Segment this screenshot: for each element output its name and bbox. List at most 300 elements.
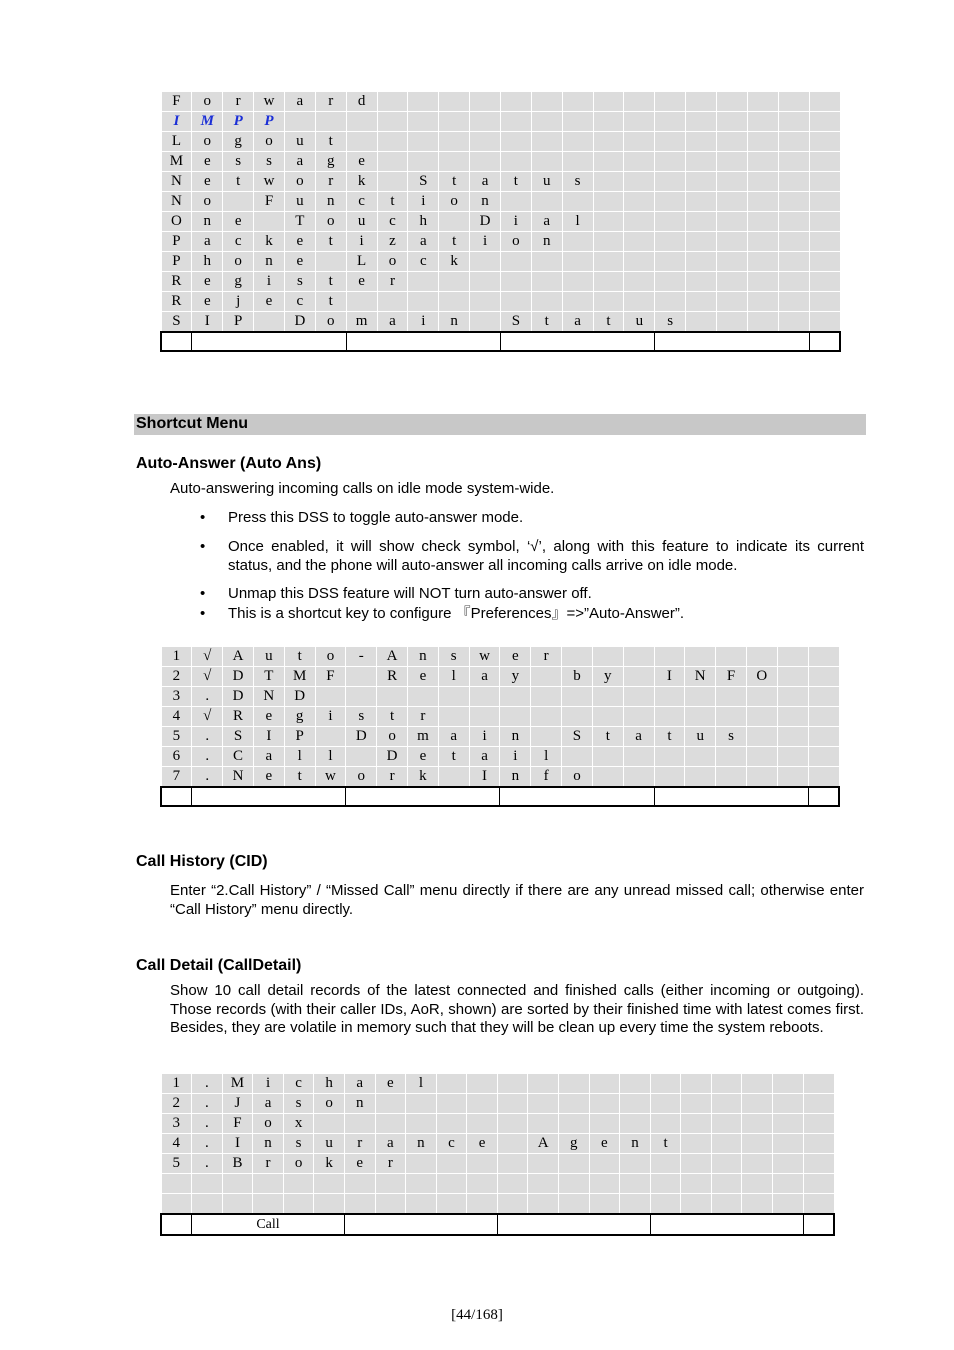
grid-cell: n xyxy=(253,1134,284,1154)
call-detail-heading: Call Detail (CallDetail) xyxy=(136,957,302,974)
section-title: Shortcut Menu xyxy=(136,415,248,432)
grid-cell: t xyxy=(315,232,346,252)
grid-cell: a xyxy=(375,1134,406,1154)
grid-cell: o xyxy=(284,172,315,192)
grid-cell xyxy=(314,1194,345,1215)
grid-cell: R xyxy=(377,667,408,687)
grid-cell xyxy=(711,1114,742,1134)
grid-cell: r xyxy=(408,707,439,727)
grid-cell xyxy=(222,1174,253,1194)
grid-cell xyxy=(809,212,840,232)
grid-cell: n xyxy=(408,647,439,667)
softkey-5[interactable] xyxy=(654,787,808,806)
grid-cell xyxy=(375,1174,406,1194)
grid-cell xyxy=(747,312,778,333)
grid-cell xyxy=(593,92,624,112)
grid-cell xyxy=(408,92,439,112)
grid-cell: l xyxy=(562,212,593,232)
grid-cell xyxy=(531,272,562,292)
softkey-4[interactable] xyxy=(497,1214,650,1235)
grid-row xyxy=(161,212,840,232)
grid-cell: 3 xyxy=(161,1114,192,1134)
grid-cell xyxy=(711,1134,742,1154)
grid-cell: w xyxy=(254,172,285,192)
grid-cell xyxy=(686,312,717,333)
grid-cell xyxy=(624,292,655,312)
grid-row xyxy=(161,1074,834,1094)
grid-cell xyxy=(685,687,716,707)
grid-cell xyxy=(777,747,808,767)
auto-answer-bullet-2 xyxy=(200,538,864,575)
grid-cell: l xyxy=(531,747,562,767)
grid-cell xyxy=(593,192,624,212)
softkey-2[interactable] xyxy=(192,787,346,806)
softkey-6[interactable] xyxy=(808,787,839,806)
grid-cell xyxy=(467,1074,498,1094)
grid-row xyxy=(161,747,839,767)
grid-cell: e xyxy=(500,647,531,667)
grid-cell xyxy=(562,232,593,252)
grid-cell: o xyxy=(346,767,377,788)
grid-cell xyxy=(377,92,408,112)
grid-cell xyxy=(716,707,747,727)
softkey-1[interactable] xyxy=(161,1214,192,1235)
bullet-text: Press this DSS to toggle auto-answer mode. xyxy=(228,509,524,526)
grid-cell xyxy=(620,1174,651,1194)
grid-cell: D xyxy=(284,687,315,707)
grid-cell xyxy=(773,1194,804,1215)
grid-cell xyxy=(528,1194,559,1215)
softkey-3[interactable] xyxy=(346,787,500,806)
grid-cell: x xyxy=(283,1114,314,1134)
grid-cell xyxy=(531,667,562,687)
grid-cell: i xyxy=(500,747,531,767)
grid-cell: I xyxy=(161,112,192,132)
grid-cell: i xyxy=(500,212,531,232)
grid-cell: a xyxy=(469,747,500,767)
grid-cell xyxy=(716,252,747,272)
grid-cell: e xyxy=(346,272,377,292)
grid-cell: t xyxy=(531,312,562,333)
bullet-dot-icon: • xyxy=(200,538,206,555)
auto-answer-bullet-1 xyxy=(200,509,864,528)
grid-cell xyxy=(283,1174,314,1194)
grid-cell xyxy=(773,1094,804,1114)
grid-cell: n xyxy=(470,192,501,212)
grid-cell: o xyxy=(562,767,593,788)
grid-cell xyxy=(344,1114,375,1134)
grid-cell: e xyxy=(284,232,315,252)
grid-cell: n xyxy=(500,767,531,788)
grid-cell: g xyxy=(223,272,254,292)
grid-cell: D xyxy=(223,667,254,687)
grid-cell xyxy=(562,192,593,212)
grid-cell xyxy=(650,1194,681,1215)
grid-cell xyxy=(711,1194,742,1215)
grid-cell: y xyxy=(592,667,623,687)
grid-cell: D xyxy=(223,687,254,707)
grid-row xyxy=(161,152,840,172)
grid-cell: D xyxy=(470,212,501,232)
grid-cell xyxy=(803,1074,834,1094)
grid-cell xyxy=(716,132,747,152)
grid-cell: a xyxy=(438,727,469,747)
grid-cell: n xyxy=(620,1134,651,1154)
grid-cell xyxy=(686,152,717,172)
auto-answer-bullet-4 xyxy=(200,605,864,624)
grid-cell xyxy=(593,252,624,272)
grid-cell xyxy=(623,707,654,727)
grid-cell: t xyxy=(500,172,531,192)
grid-cell: h xyxy=(192,252,223,272)
grid-cell: 6 xyxy=(161,747,192,767)
softkey-1[interactable] xyxy=(161,332,192,351)
grid-cell: S xyxy=(223,727,254,747)
grid-cell xyxy=(562,647,593,667)
grid-cell xyxy=(436,1154,467,1174)
grid-cell: t xyxy=(593,312,624,333)
grid-cell xyxy=(436,1094,467,1114)
grid-cell: i xyxy=(470,232,501,252)
grid-cell xyxy=(716,152,747,172)
grid-row xyxy=(161,1194,834,1215)
grid-cell xyxy=(344,1174,375,1194)
grid-cell: o xyxy=(314,1094,345,1114)
grid-cell: r xyxy=(315,92,346,112)
grid-cell xyxy=(559,1074,590,1094)
grid-cell: h xyxy=(408,212,439,232)
softkey-6[interactable] xyxy=(803,1214,834,1235)
grid-cell: I xyxy=(222,1134,253,1154)
grid-cell: F xyxy=(315,667,346,687)
grid-cell xyxy=(809,272,840,292)
grid-cell xyxy=(593,212,624,232)
grid-row xyxy=(161,687,839,707)
grid-cell: e xyxy=(589,1134,620,1154)
grid-cell xyxy=(589,1154,620,1174)
grid-cell: D xyxy=(346,727,377,747)
grid-cell xyxy=(315,687,346,707)
grid-cell: e xyxy=(192,272,223,292)
grid-cell: S xyxy=(161,312,192,333)
grid-row xyxy=(161,192,840,212)
grid-cell xyxy=(314,1114,345,1134)
grid-cell: n xyxy=(344,1094,375,1114)
grid-cell xyxy=(681,1074,712,1094)
grid-cell xyxy=(809,252,840,272)
grid-cell xyxy=(747,252,778,272)
grid-cell: s xyxy=(655,312,686,333)
grid-cell: n xyxy=(315,192,346,212)
grid-cell: . xyxy=(192,687,223,707)
grid-row xyxy=(161,312,840,333)
grid-cell xyxy=(589,1174,620,1194)
grid-cell xyxy=(406,1194,437,1215)
grid-cell xyxy=(192,1174,223,1194)
grid-cell: . xyxy=(192,727,223,747)
grid-cell: w xyxy=(469,647,500,667)
grid-cell xyxy=(655,132,686,152)
grid-cell xyxy=(742,1074,773,1094)
softkey-1[interactable] xyxy=(161,787,192,806)
grid-cell xyxy=(623,687,654,707)
grid-cell: e xyxy=(253,767,284,788)
grid-cell xyxy=(681,1114,712,1134)
grid-cell: i xyxy=(469,727,500,747)
grid-cell: k xyxy=(439,252,470,272)
grid-cell xyxy=(470,92,501,112)
grid-cell xyxy=(500,272,531,292)
grid-cell xyxy=(439,132,470,152)
grid-cell xyxy=(562,292,593,312)
section-header-bar xyxy=(134,414,866,435)
grid-cell xyxy=(500,292,531,312)
grid-cell xyxy=(497,1134,528,1154)
softkey-4[interactable] xyxy=(500,332,654,351)
grid-cell xyxy=(470,312,501,333)
grid-cell xyxy=(655,152,686,172)
grid-cell xyxy=(562,747,593,767)
grid-row xyxy=(161,232,840,252)
grid-cell: M xyxy=(222,1074,253,1094)
softkey-2[interactable]: Call xyxy=(192,1214,345,1235)
grid-cell xyxy=(439,112,470,132)
grid-cell xyxy=(742,1194,773,1215)
grid-cell: s xyxy=(283,1134,314,1154)
grid-cell: r xyxy=(375,1154,406,1174)
grid-cell: o xyxy=(500,232,531,252)
grid-cell: T xyxy=(253,667,284,687)
softkey-row xyxy=(161,1214,834,1235)
grid-cell: e xyxy=(344,1154,375,1174)
grid-cell: f xyxy=(531,767,562,788)
grid-cell: 4 xyxy=(161,1134,192,1154)
grid-cell xyxy=(808,747,839,767)
grid-cell xyxy=(809,112,840,132)
grid-cell: √ xyxy=(192,707,223,727)
grid-cell xyxy=(161,1194,192,1215)
grid-cell: l xyxy=(315,747,346,767)
grid-cell xyxy=(314,1174,345,1194)
grid-cell: e xyxy=(408,667,439,687)
grid-cell: S xyxy=(500,312,531,333)
grid-cell xyxy=(593,292,624,312)
grid-cell xyxy=(686,192,717,212)
grid-cell: n xyxy=(406,1134,437,1154)
grid-cell xyxy=(624,192,655,212)
grid-row xyxy=(161,292,840,312)
grid-cell: P xyxy=(284,727,315,747)
grid-cell xyxy=(592,647,623,667)
grid-cell xyxy=(747,152,778,172)
softkey-6[interactable] xyxy=(809,332,840,351)
grid-cell xyxy=(438,687,469,707)
grid-cell xyxy=(711,1074,742,1094)
grid-cell xyxy=(746,647,777,667)
grid-cell xyxy=(531,292,562,312)
grid-cell xyxy=(778,152,809,172)
grid-cell xyxy=(777,687,808,707)
grid-cell xyxy=(778,132,809,152)
grid-cell xyxy=(531,687,562,707)
grid-cell xyxy=(686,172,717,192)
grid-cell: n xyxy=(500,727,531,747)
grid-cell: a xyxy=(344,1074,375,1094)
grid-cell xyxy=(315,112,346,132)
grid-cell xyxy=(747,112,778,132)
grid-cell: y xyxy=(500,667,531,687)
grid-cell: c xyxy=(377,212,408,232)
grid-cell xyxy=(592,707,623,727)
grid-cell xyxy=(778,212,809,232)
grid-cell xyxy=(346,747,377,767)
softkey-5[interactable] xyxy=(655,332,809,351)
grid-cell xyxy=(716,292,747,312)
grid-cell: o xyxy=(192,92,223,112)
softkey-2[interactable] xyxy=(192,332,346,351)
grid-cell xyxy=(747,212,778,232)
grid-cell xyxy=(778,232,809,252)
grid-cell: u xyxy=(314,1134,345,1154)
grid-cell: w xyxy=(315,767,346,788)
grid-cell xyxy=(469,687,500,707)
grid-cell xyxy=(439,292,470,312)
grid-cell xyxy=(593,132,624,152)
grid-cell xyxy=(624,252,655,272)
grid-cell xyxy=(589,1194,620,1215)
grid-cell xyxy=(685,747,716,767)
page-number: [44/168] xyxy=(451,1307,503,1323)
grid-cell: N xyxy=(161,172,192,192)
grid-cell xyxy=(803,1174,834,1194)
menu-list-table xyxy=(160,91,841,352)
grid-row xyxy=(161,172,840,192)
grid-cell xyxy=(803,1094,834,1114)
grid-cell xyxy=(624,212,655,232)
grid-cell xyxy=(742,1174,773,1194)
grid-cell xyxy=(711,1154,742,1174)
grid-cell xyxy=(562,252,593,272)
grid-cell xyxy=(531,112,562,132)
grid-cell xyxy=(470,132,501,152)
grid-cell xyxy=(408,112,439,132)
softkey-3[interactable] xyxy=(344,1214,497,1235)
grid-cell xyxy=(408,272,439,292)
grid-cell xyxy=(778,192,809,212)
grid-cell xyxy=(809,152,840,172)
grid-cell xyxy=(685,707,716,727)
grid-cell xyxy=(624,232,655,252)
grid-cell: B xyxy=(222,1154,253,1174)
grid-cell xyxy=(467,1154,498,1174)
grid-row xyxy=(161,272,840,292)
grid-cell xyxy=(562,707,593,727)
grid-cell xyxy=(623,747,654,767)
grid-row xyxy=(161,92,840,112)
grid-row xyxy=(161,727,839,747)
grid-cell xyxy=(777,767,808,788)
grid-cell xyxy=(808,687,839,707)
grid-cell: P xyxy=(161,252,192,272)
grid-cell xyxy=(620,1154,651,1174)
grid-cell: o xyxy=(315,647,346,667)
grid-cell: D xyxy=(284,312,315,333)
grid-cell xyxy=(777,647,808,667)
grid-cell xyxy=(408,152,439,172)
grid-cell xyxy=(531,92,562,112)
grid-cell xyxy=(654,687,685,707)
grid-cell xyxy=(686,232,717,252)
grid-cell: C xyxy=(223,747,254,767)
grid-cell: a xyxy=(562,312,593,333)
grid-cell xyxy=(686,132,717,152)
grid-cell: l xyxy=(406,1074,437,1094)
grid-cell: L xyxy=(161,132,192,152)
grid-cell xyxy=(716,647,747,667)
grid-cell xyxy=(470,112,501,132)
grid-cell xyxy=(500,252,531,272)
grid-cell xyxy=(773,1074,804,1094)
grid-cell: 1 xyxy=(161,647,192,667)
grid-cell: - xyxy=(346,647,377,667)
grid-cell: I xyxy=(654,667,685,687)
grid-cell: e xyxy=(192,292,223,312)
grid-cell: O xyxy=(161,212,192,232)
grid-cell: u xyxy=(284,192,315,212)
grid-cell xyxy=(777,727,808,747)
grid-row xyxy=(161,1114,834,1134)
grid-cell: t xyxy=(439,172,470,192)
grid-cell xyxy=(716,172,747,192)
softkey-5[interactable] xyxy=(650,1214,803,1235)
grid-cell xyxy=(439,212,470,232)
grid-cell xyxy=(623,647,654,667)
grid-cell xyxy=(406,1154,437,1174)
grid-cell: g xyxy=(315,152,346,172)
grid-cell: t xyxy=(377,192,408,212)
grid-cell: i xyxy=(253,1074,284,1094)
grid-cell: m xyxy=(408,727,439,747)
grid-cell xyxy=(497,1114,528,1134)
grid-cell: c xyxy=(284,292,315,312)
grid-cell xyxy=(377,687,408,707)
grid-cell xyxy=(593,232,624,252)
grid-cell xyxy=(742,1134,773,1154)
grid-cell xyxy=(716,767,747,788)
softkey-3[interactable] xyxy=(346,332,500,351)
grid-cell: n xyxy=(531,232,562,252)
grid-cell xyxy=(624,132,655,152)
grid-cell xyxy=(592,687,623,707)
grid-cell xyxy=(747,272,778,292)
grid-cell: z xyxy=(377,232,408,252)
grid-cell xyxy=(315,727,346,747)
grid-cell: D xyxy=(377,747,408,767)
grid-cell xyxy=(681,1094,712,1114)
grid-row xyxy=(161,252,840,272)
grid-cell: e xyxy=(223,212,254,232)
call-history-heading: Call History (CID) xyxy=(136,853,268,870)
grid-cell xyxy=(559,1194,590,1215)
grid-cell xyxy=(406,1114,437,1134)
grid-cell: s xyxy=(562,172,593,192)
grid-cell xyxy=(497,1154,528,1174)
grid-cell xyxy=(592,747,623,767)
grid-cell xyxy=(655,252,686,272)
softkey-4[interactable] xyxy=(500,787,654,806)
grid-cell xyxy=(346,667,377,687)
grid-cell: k xyxy=(346,172,377,192)
